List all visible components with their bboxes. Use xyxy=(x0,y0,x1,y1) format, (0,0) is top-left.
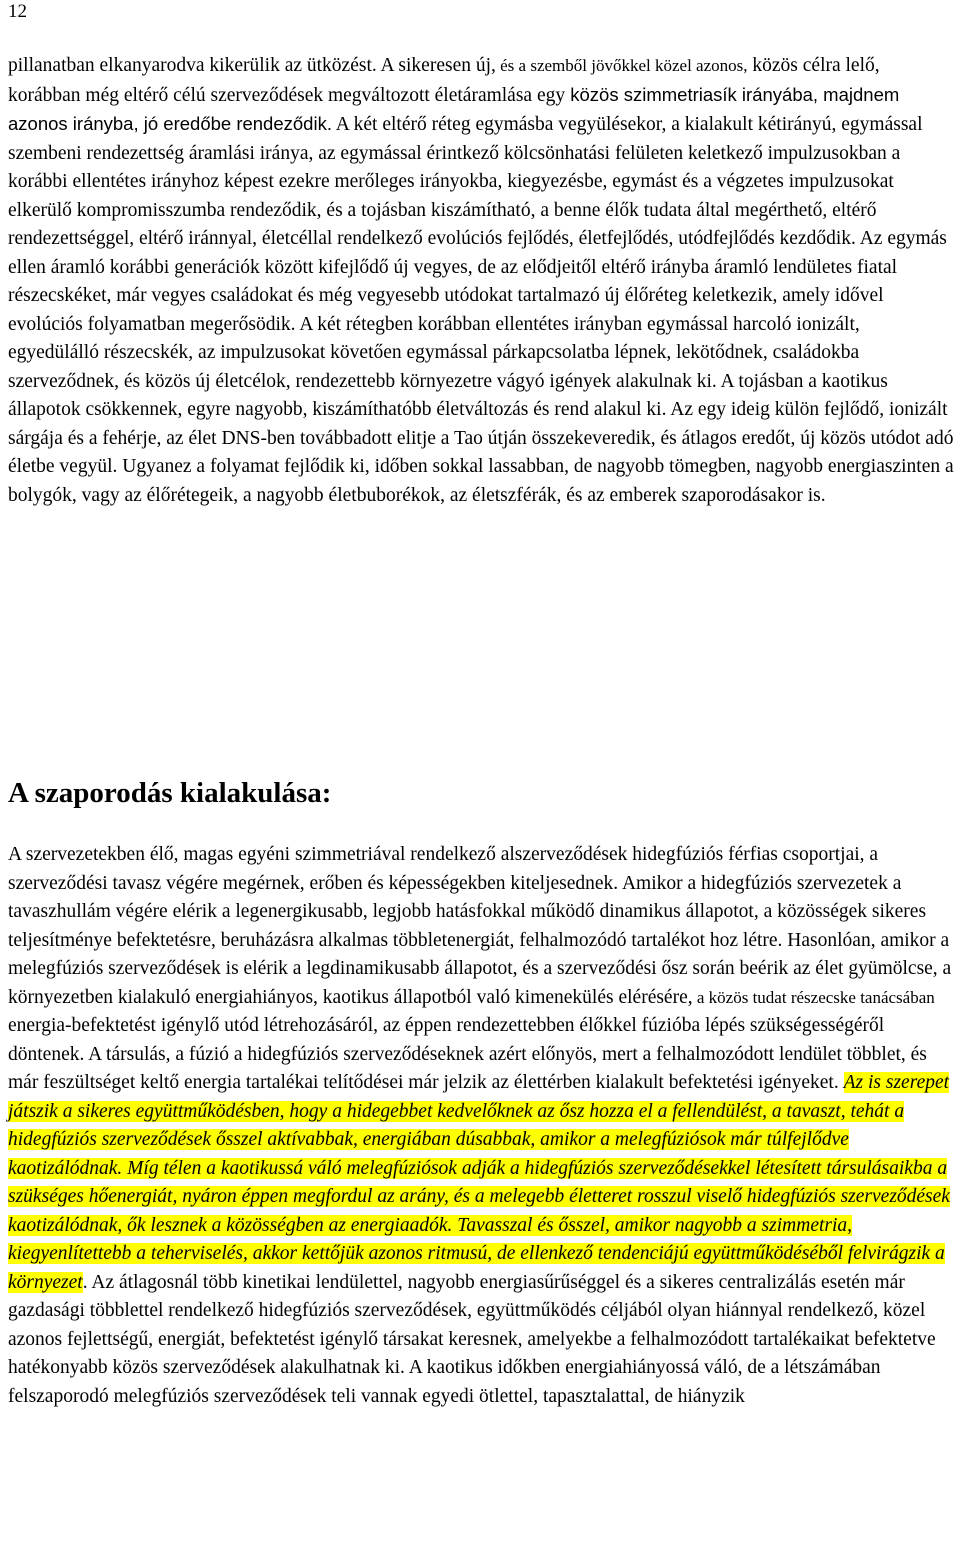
p1-text-1: pillanatban elkanyarodva kikerülik az ütközést. A sikeresen új, xyxy=(8,55,496,76)
section-heading: A szaporodás kialakulása: xyxy=(8,777,332,809)
page-number: 12 xyxy=(8,1,27,22)
p2-text-2: a közös tudat részecske tanácsában xyxy=(692,987,935,1007)
p2-text-1: A szervezetekben élő, magas egyéni szimmetriával rendelkező alszerveződések hidegfúziós férfias csoportjai, a szerveződési tavasz végére megérnek, erőben és képességekben kiteljesednek. Amikor a hidegfúziós szervezetek a tavaszhullám végére elérik a legenergikusabb, legjobb hatásfokkal működő dinamikus állapotot, a közösségek sikeres teljesítménye befektetésre, beruházásra alkalmas többletenergiát, felhalmozódó tartalékot hoz létre. Hasonlóan, amikor a melegfúziós szerveződések is elérik a legdinamikusabb állapotot, és a szerveződési ősz során beérik az élet gyümölcse, a környezetben kialakuló energiahiányos, kaotikus állapotból való kimenekülés elérésére, xyxy=(8,844,952,1008)
highlighted-passage: Az is szerepet játszik a sikeres együttműködésben, hogy a hidegebbet kedvelőknek az ősz hozza el a fellendülést, a tavaszt, tehát a hidegfúziós szerveződések ősszel aktívabbak, energiában dúsabbak, amikor a melegfúziósok már túlfejlődve kaotizálódnak. Míg télen a kaotikussá váló melegfúziósok adják a hidegfúziós szerveződésekkel létesített társulásaikba a szükséges hőenergiát, nyáron éppen megfordul az arány, és a melegebb életteret rosszul viselő hidegfúziós szerveződések kaotizálódnak, ők lesznek a közösségben az energiaadók. Tavasszal és ősszel, amikor nagyobb a szimmetria, kiegyenlítettebb a teherviselés, akkor kettőjük azonos ritmusú, de ellenkező tendenciájú együttműködéséből felvirágzik a környezet xyxy=(8,1072,950,1293)
p2-text-4: Az átlagosnál több kinetikai lendülettel, nagyobb energiasűrűséggel és a sikeres centralizálás esetén már gazdasági többlettel rendelkező hidegfúziós szerveződések, együttműködés céljából olyan hiánnyal rendelkező, közel azonos fejlettségű, energiát, befektetést igénylő társakat keresnek, amelyekbe a felhalmozódott tartalékaikat befektetve hatékonyabb közös szerveződések alakulhatnak ki. A kaotikus időkben energiahiányossá váló, de a létszámában felszaporodó melegfúziós szerveződések teli vannak egyedi ötlettel, tapasztalattal, de hiányzik xyxy=(8,1271,936,1407)
p1-text-4: közös szimmetriasík irányába, majdnem azonos irányba, jó eredőbe rendeződik. xyxy=(8,83,900,134)
p2-dot: . xyxy=(82,1271,88,1293)
p2-text-3: energia-befektetést igénylő utód létrehozásáról, az éppen rendezettebben élőkkel fúzióba lépés szükségességéről döntenek. A társulás, a fúzió a hidegfúziós szerveződéseknek azért előnyös, mert a felhalmozódott lendület többlet, és már feszültséget keltő energia tartalékai telítődései már jelzik az élettérben kialakult befektetési igényeket. xyxy=(8,1015,927,1093)
p1-text-2: és a szemből jövőkkel közel azonos, xyxy=(495,56,748,75)
p1-text-6: Az egymás ellen áramló korábbi generációk között kifejlődő új vegyes, de az elődjeitől eltérő irányba áramló lendületes fiatal részecskéket, már vegyes családokat és még vegyesebb utódokat tartalmazó új élőréteg keletkezik, amely idővel evolúciós folyamatban megerősödik. A két rétegben korábban ellentétes irányban egymással harcoló ionizált, egyedülálló részecskék, az impulzusokat követően egymással párkapcsolatba lépnek, lekötődnek, családokba szerveződnek, és közös új életcélok, rendezettebb környezetre vágyó igények alakulnak ki. A tojásban a kaotikus állapotok csökkennek, egyre nagyobb, kiszámíthatóbb életváltozás és rend alakul ki. Az egy ideig külön fejlődő, ionizált sárgája és a fehérje, az élet DNS-ben továbbadott elitje a Tao útján összekeveredik, és átlagos eredőt, új közös utódot adó életbe vegyül. Ugyanez a folyamat fejlődik ki, időben sokkal lassabban, de nagyobb tömegben, nagyobb energiaszinten a bolygók, vagy az élőrétegeik, a nagyobb életbuborékok, az életszférák, és az emberek szaporodásakor is. xyxy=(8,228,954,506)
paragraph-1 xyxy=(8,52,954,510)
p1-text-5: A két eltérő réteg egymásba vegyülésekor, a kialakult kétirányú, egymással szembeni rendezettség áramlási iránya, az egymással érintkező kölcsönhatási felületen keletkező impulzusokban a korábbi ellentétes irányhoz képest ezekre merőleges irányokba, kiegyezésbe, egymást és a végzetes impulzusokat elkerülő kompromisszumba rendeződik, és a tojásban kiszámítható, a benne élők tudata által megérthető, eltérő rendezettséggel, eltérő iránnyal, életcéllal rendelkező evolúciós fejlődés, életfejlődés, utódfejlődés kezdődik. xyxy=(8,114,923,249)
paragraph-2 xyxy=(8,841,954,1411)
p1-text-3: közös célra lelő, korábban még eltérő célú szerveződések megváltozott életáramlása egy xyxy=(8,55,880,106)
